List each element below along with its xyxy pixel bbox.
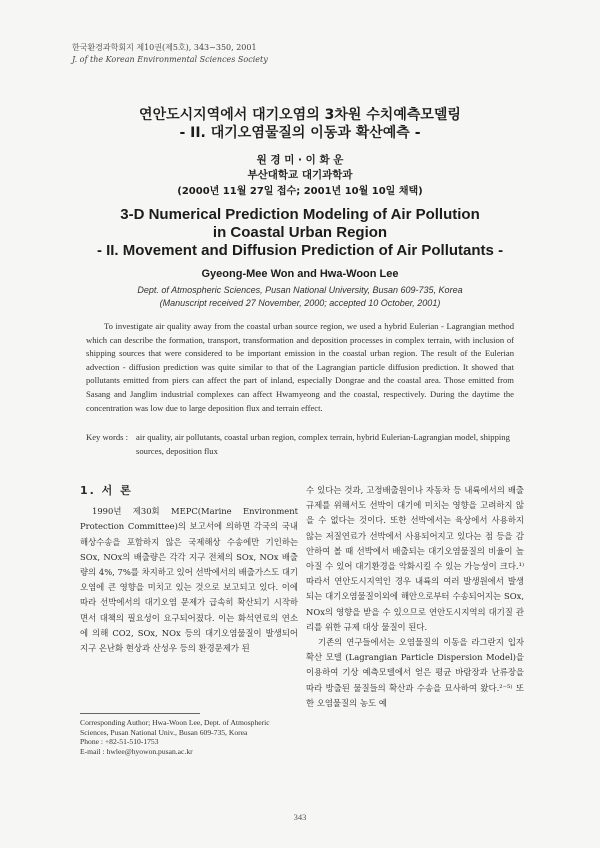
section-heading-introduction: 1. 서 론 <box>80 484 133 497</box>
korean-title-line1: 연안도시지역에서 대기오염의 3차원 수치예측모델링 <box>139 107 461 123</box>
korean-authors: 원 경 미 · 이 화 운 <box>256 154 344 166</box>
intro-paragraph-2: 기존의 연구들에서는 오염물질의 이동을 라그란지 입자 확산 모델 (Lagrangian Particle Dispersion Model)을 이용하여 기상 예측모델에서 얻은 평균 바람장과 난류장을 따라 방출된 물질들의 확산과 수송을 묘사하여 왔다.²⁻⁵⁾ 또한 오염물질의 농도 예 <box>306 637 524 708</box>
keywords-label: Key words : <box>86 432 129 442</box>
footnote-divider <box>80 713 200 714</box>
intro-paragraph-1: 1990년 제30회 MEPC(Marine Environment Protection Committee)의 보고서에 의하면 각국의 국내 해상수송을 포함하지 않은 국제해상 수송에만 기인하는 SOx, NOx의 배출량은 각각 지구 전체의 SOx, NOx 배출량의 4%, 7%를 차지하고 있어 선박에서의 배출가스도 대기오염에 큰 영향을 미치고 있는 것으로 보고되고 있다. 이에 따라 선박에서의 대기오염 문제가 급속히 확산되기 시작하면서 대책의 필요성이 요구되어졌다. 이는 화석연료의 연소에 의해 CO2, SOx, NOx 등의 대기오염물질이 발생되어 지구 온난화 현상과 산성우 등의 환경문제가 된 <box>80 506 298 654</box>
abstract: To investigate air quality away from the coastal urban source region, we used a hybrid Eulerian - Lagrangian method which can describe the formation, transport, transformation and deposition processes in complex terrain, with inclusion of shipping sources that were considered to be important emission in the coastal urban region. The result of the Eulerian advection - diffusion prediction was quite similar to that of the Lagrangian particle diffusion prediction. It showed that pollutants emitted from piers can affect the part of inland, especially Dongrae and the coastal area. Those emitted from Sasang and Janglim industrial complexes can affect Hwamyeong and the coastal, respectively. During the daytime the concentration was low due to large deposition flux and terrain effect. <box>86 321 514 413</box>
english-title-line2: in Coastal Urban Region <box>212 224 388 241</box>
footnote-phone: Phone : +82-51-510-1753 <box>80 737 159 747</box>
intro-paragraph-1-continued: 수 있다는 것과, 고정배출원이나 자동차 등 내륙에서의 배출규제를 위해서도 선박이 대기에 미치는 영향을 고려하지 않을 수 없다는 것이다. 또한 선박에서는 육상에서 사용하지 않는 저질연료가 선박에서 사용되어지고 있다는 점 등을 감안하여 볼 때 선박에서 배출되는 대기오염물질의 비율이 높아질 수 있어 대기환경을 악화시킬 수 있는 가능성이 크다.¹⁾ 따라서 연안도시지역인 경우 내륙의 여러 발생원에서 발생되는 대기오염물질이외에 해안으로부터 수송되어지는 SOx, NOx의 영향을 받을 수 있으므로 연안도시지역의 대기질 관리를 위한 규제 대상 물질이 된다. <box>306 485 524 632</box>
corresponding-author-footnote <box>80 718 295 756</box>
korean-affiliation: 부산대학교 대기과학과 <box>247 169 353 181</box>
right-column <box>306 483 524 711</box>
footnote-author: Corresponding Author; Hwa-Woon Lee, Dept. of Atmospheric Sciences, Pusan National Univ., Busan 609-735, Korea <box>80 718 270 737</box>
keywords-text: air quality, air pollutants, coastal urban region, complex terrain, hybrid Eulerian-Lagrangian model, shipping sources, deposition flux <box>136 432 510 456</box>
english-authors: Gyeong-Mee Won and Hwa-Woon Lee <box>201 268 399 280</box>
english-title-line3: - II. Movement and Diffusion Prediction of Air Pollutants - <box>96 242 504 259</box>
manuscript-dates: (Manuscript received 27 November, 2000; accepted 10 October, 2001) <box>159 298 441 308</box>
english-title-line1: 3-D Numerical Prediction Modeling of Air Pollution <box>120 206 480 223</box>
page-number: 343 <box>293 812 307 822</box>
journal-name: J. of the Korean Environmental Sciences Society <box>72 55 268 64</box>
korean-title-line2: - II. 대기오염물질의 이동과 확산예측 - <box>179 125 421 141</box>
left-column <box>80 483 298 656</box>
english-affiliation: Dept. of Atmospheric Sciences, Pusan National University, Busan 609-735, Korea <box>137 285 463 295</box>
korean-received-dates: (2000년 11월 27일 접수; 2001년 10월 10일 채택) <box>177 186 423 197</box>
footnote-email: E-mail : hwlee@hyowon.pusan.ac.kr <box>80 746 193 756</box>
journal-citation: 한국환경과학회지 제10권(제5호), 343~350, 2001 <box>72 43 257 52</box>
